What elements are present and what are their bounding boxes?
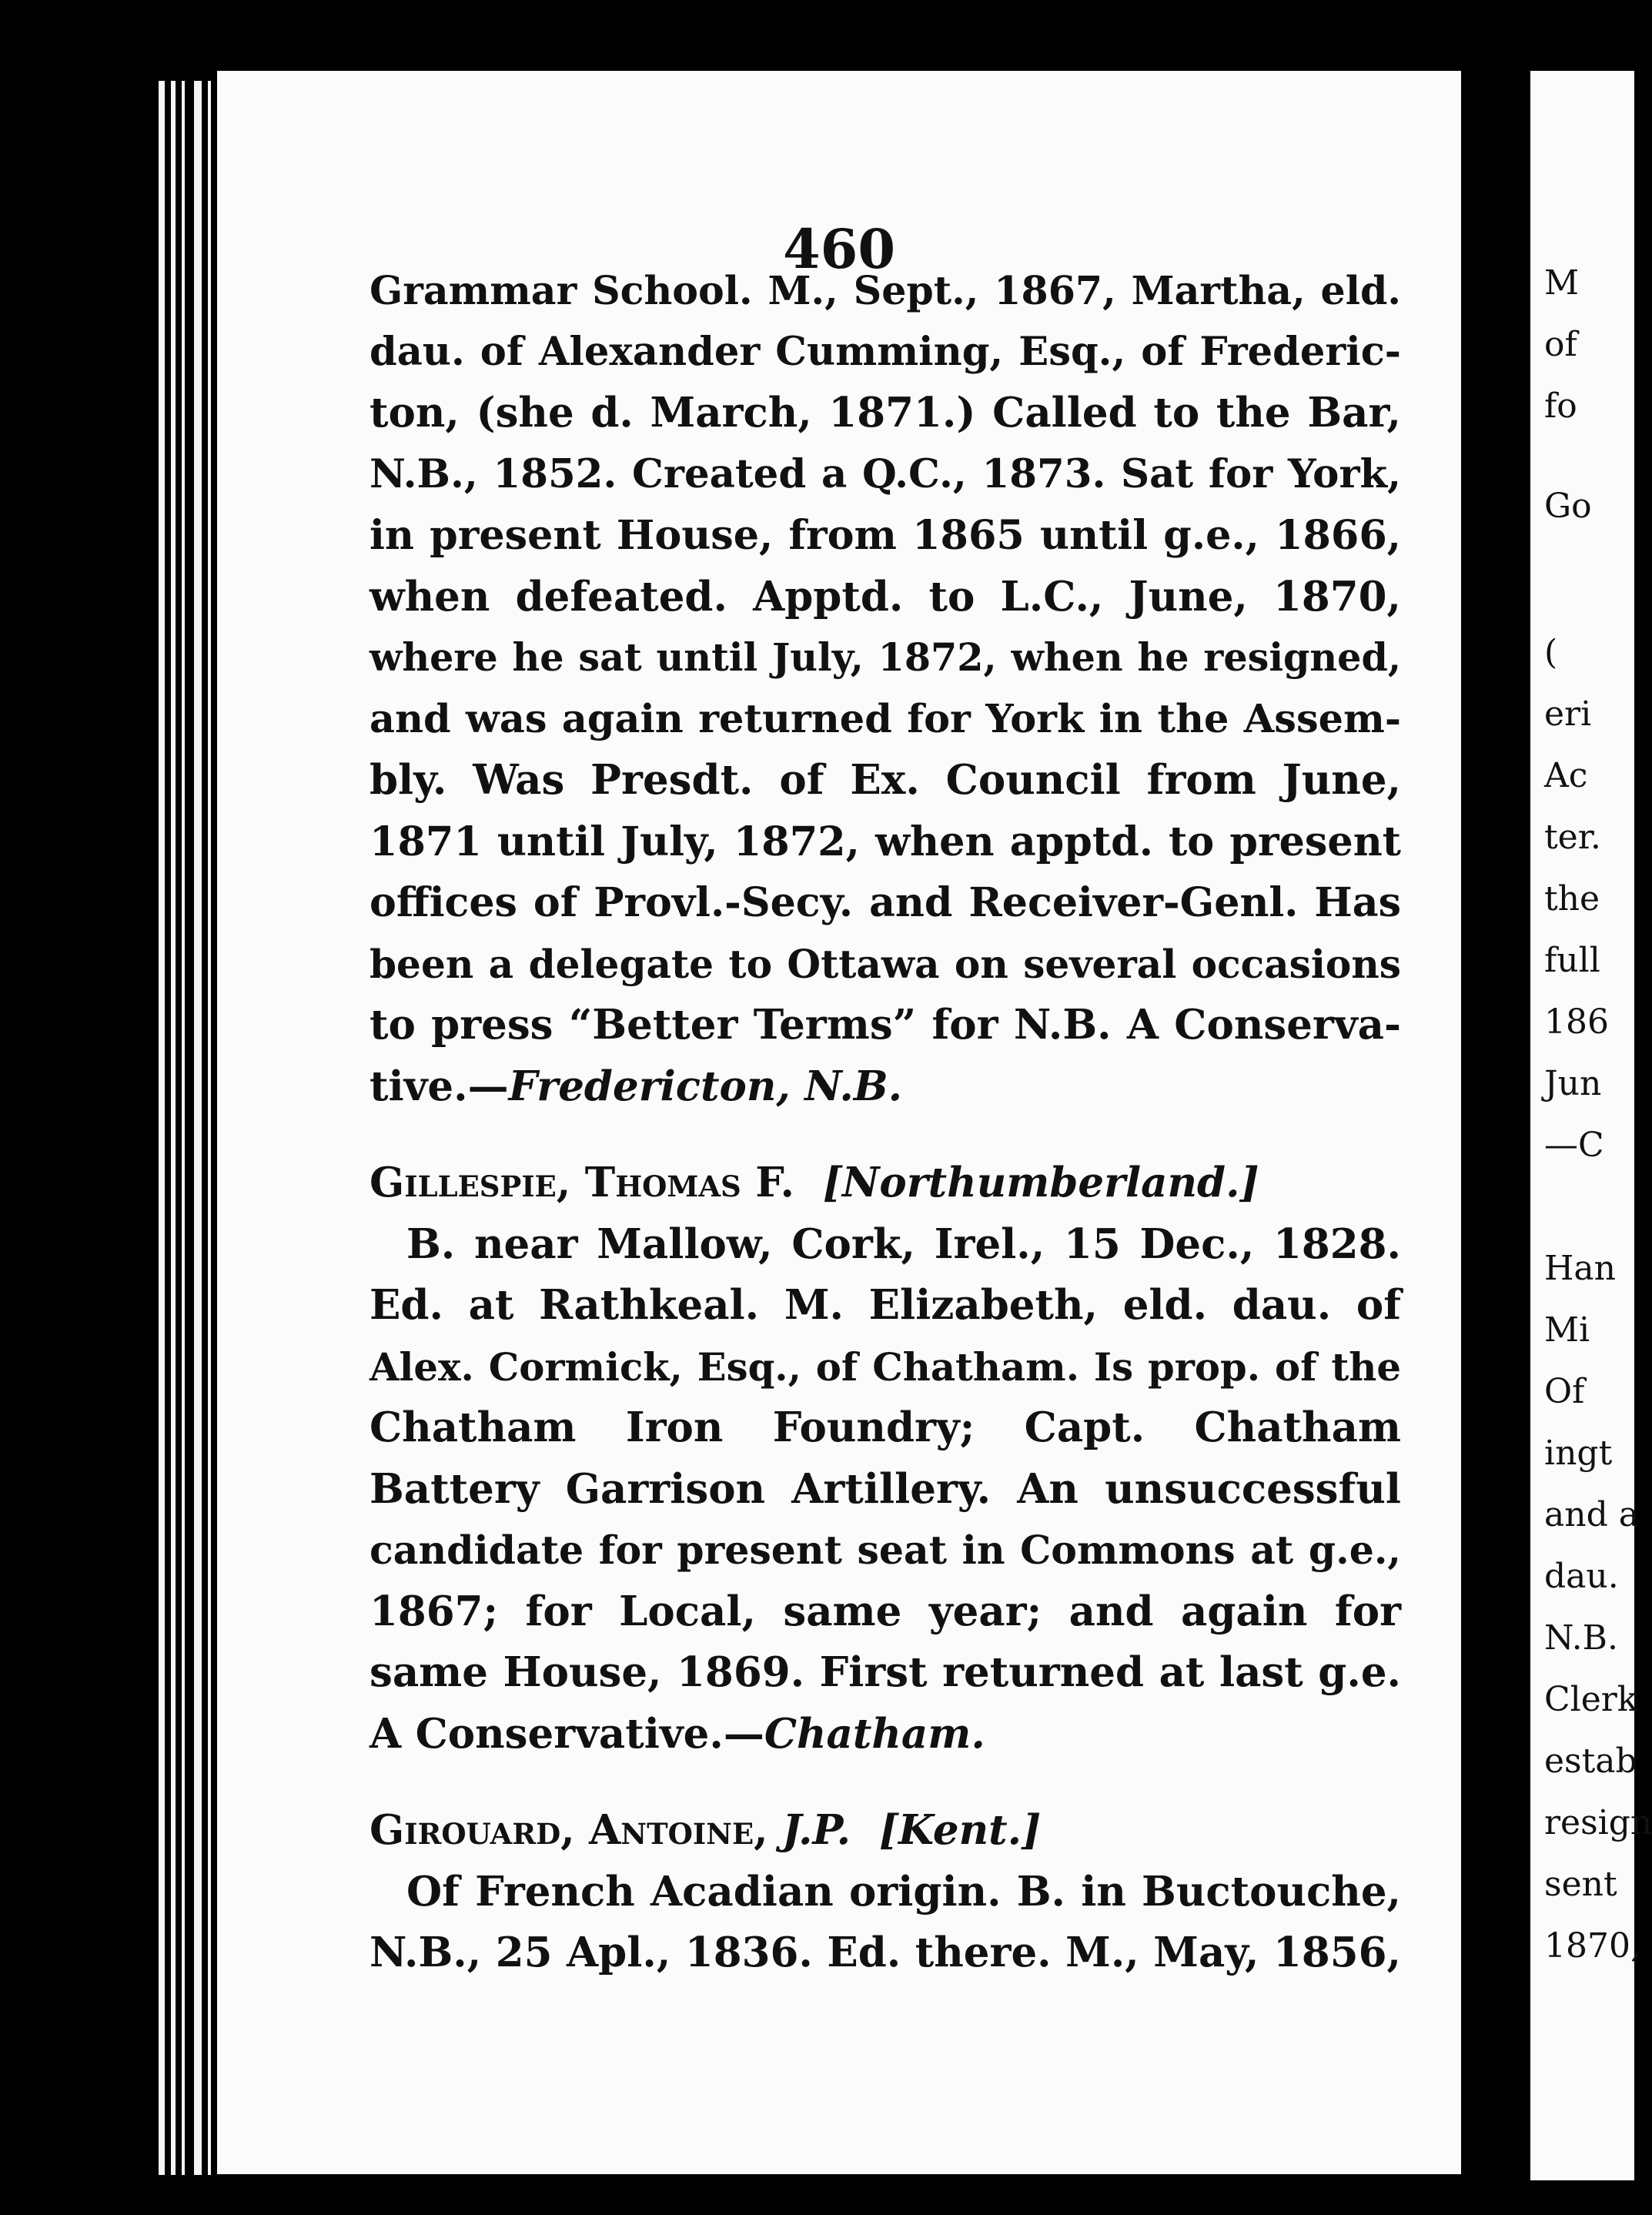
adjacent-text-fragment: sent <box>1544 1865 1617 1904</box>
adjacent-text-fragment: fo <box>1544 386 1577 426</box>
entry-continued <box>370 260 1401 1117</box>
text-line: ton, (she d. March, 1871.) Called to the Bar, <box>370 389 1401 437</box>
entry-closing-line <box>370 1704 1401 1765</box>
adjacent-text-fragment: Of <box>1544 1372 1585 1411</box>
text-line: N.B., 1852. Created a Q.C., 1873. Sat for York, <box>370 450 1401 497</box>
text-line: offices of Provl.-Secy. and Receiver-Genl. Has <box>370 879 1401 926</box>
text-line: 1871 until July, 1872, when apptd. to present <box>370 818 1401 865</box>
text-line: candidate for present seat in Commons at g.e., <box>370 1527 1401 1573</box>
entry-gillespie <box>370 1153 1401 1765</box>
text-line: same House, 1869. First returned at last g.e. <box>370 1648 1401 1696</box>
adjacent-text-fragment: eri <box>1544 694 1592 734</box>
closing-text: tive.— <box>370 1062 509 1110</box>
adjacent-text-fragment: and a <box>1544 1495 1639 1534</box>
entry-heading <box>370 1800 1401 1862</box>
adjacent-text-fragment: 1870, <box>1544 1926 1641 1966</box>
entry-name: Gillespie, Thomas F. <box>370 1159 794 1206</box>
text-line: Ed. at Rathkeal. M. Elizabeth, eld. dau. of <box>370 1281 1401 1329</box>
page-number: 460 <box>782 217 896 281</box>
adjacent-text-fragment: full <box>1544 941 1600 980</box>
text-line: Chatham Iron Foundry; Capt. Chatham <box>370 1404 1401 1451</box>
adjacent-text-fragment: estab <box>1544 1742 1637 1781</box>
text-line: in present House, from 1865 until g.e., 1866, <box>370 512 1401 559</box>
text-line: dau. of Alexander Cumming, Esq., of Frederic- <box>370 328 1401 375</box>
text-line: 1867; for Local, same year; and again for <box>370 1587 1401 1635</box>
adjacent-text-fragment: Mi <box>1544 1310 1590 1350</box>
adjacent-text-fragment: M <box>1544 263 1580 303</box>
text-line: Grammar School. M., Sept., 1867, Martha, eld. <box>370 267 1401 313</box>
adjacent-text-fragment: of <box>1544 325 1577 364</box>
text-line: Battery Garrison Artillery. An unsuccessful <box>370 1464 1401 1513</box>
adjacent-text-fragment: N.B. <box>1544 1618 1618 1658</box>
adjacent-text-fragment: 186 <box>1544 1002 1609 1042</box>
adjacent-page-edge <box>1530 71 1652 2180</box>
adjacent-text-fragment: ingt <box>1544 1434 1613 1473</box>
entry-riding: [Kent.] <box>878 1806 1042 1854</box>
text-line: N.B., 25 Apl., 1836. Ed. there. M., May, 1856, <box>370 1929 1401 1976</box>
residence: Chatham. <box>764 1709 985 1758</box>
residence: Fredericton, N.B. <box>508 1062 903 1110</box>
adjacent-text-fragment: —C <box>1544 1126 1604 1165</box>
adjacent-text-fragment: Ac <box>1544 756 1588 795</box>
text-line: bly. Was Presdt. of Ex. Council from June, <box>370 756 1401 804</box>
entry-riding: [Northumberland.] <box>822 1159 1259 1206</box>
entry-girouard <box>370 1800 1401 1984</box>
text-line: where he sat until July, 1872, when he resigned, <box>370 635 1401 680</box>
text-line: and was again returned for York in the Assem- <box>370 695 1401 742</box>
text-line: when defeated. Apptd. to L.C., June, 1870, <box>370 572 1401 621</box>
entry-closing-line <box>370 1056 1401 1118</box>
entry-title: J.P. <box>782 1806 851 1854</box>
text-line: been a delegate to Ottawa on several occasions <box>370 941 1401 987</box>
entry-name: Girouard, Antoine, <box>370 1806 768 1854</box>
book-binding <box>154 81 217 2175</box>
closing-text: A Conservative.— <box>370 1709 764 1758</box>
text-line: B. near Mallow, Cork, Irel., 15 Dec., 1828. <box>406 1220 1401 1268</box>
adjacent-text-fragment: Jun <box>1544 1064 1602 1103</box>
adjacent-text-fragment: Go <box>1544 487 1592 526</box>
text-line: Alex. Cormick, Esq., of Chatham. Is prop. of the <box>370 1343 1401 1390</box>
page-body <box>370 260 1401 1984</box>
adjacent-text-fragment: Clerk <box>1544 1680 1638 1719</box>
text-line: Of French Acadian origin. B. in Buctouche, <box>406 1867 1401 1916</box>
text-line: to press “Better Terms” for N.B. A Conserva- <box>370 1001 1401 1049</box>
entry-heading <box>370 1153 1401 1214</box>
adjacent-text-fragment: Han <box>1544 1249 1616 1288</box>
adjacent-text-fragment: ter. <box>1544 818 1601 857</box>
adjacent-text-fragment: ( <box>1544 633 1558 672</box>
adjacent-text-fragment: resign <box>1544 1803 1652 1842</box>
adjacent-text-fragment: dau. <box>1544 1557 1619 1596</box>
adjacent-text-fragment: the <box>1544 879 1600 918</box>
